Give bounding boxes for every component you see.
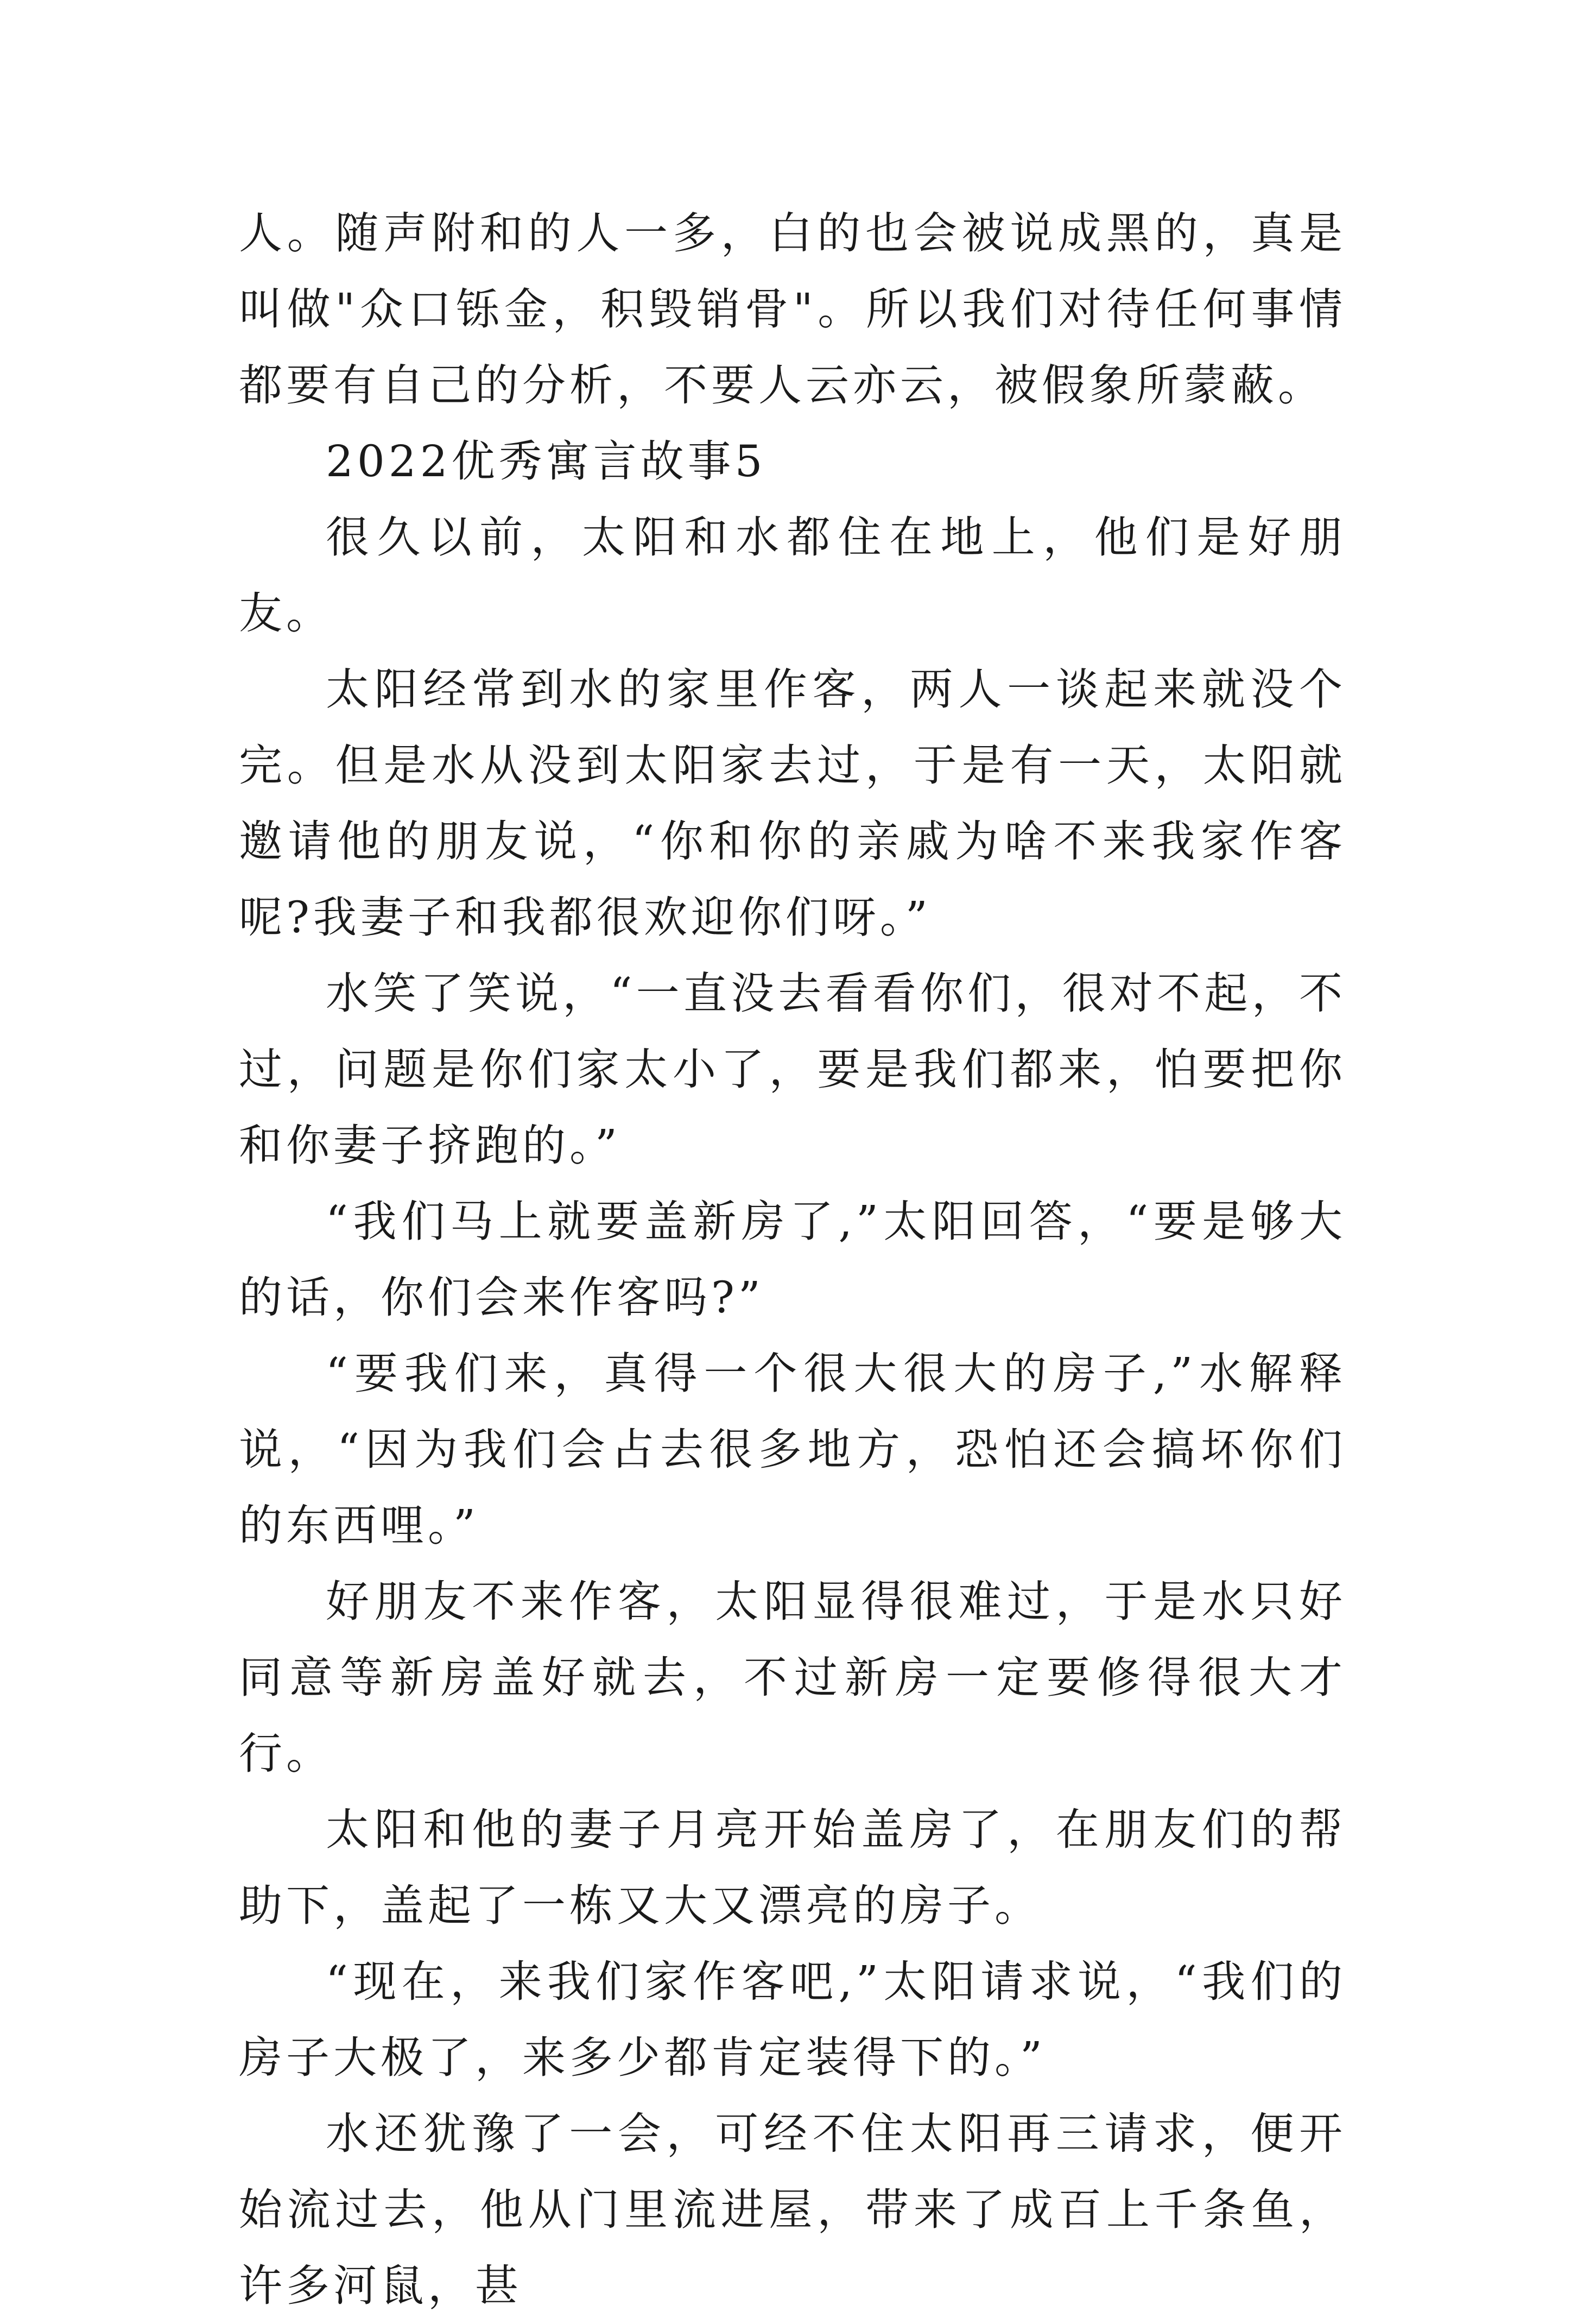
paragraph: 很久以前，太阳和水都住在地上，他们是好朋友。 — [239, 512, 1346, 639]
document-body — [239, 195, 1346, 2324]
paragraph-continuation: 人。随声附和的人一多，白的也会被说成黑的，真是叫做"众口铄金，积毁销骨"。所以我们对待任何事情都要有自己的分析，不要人云亦云，被假象所蒙蔽。 — [239, 208, 1346, 411]
paragraph: 太阳经常到水的家里作客，两人一谈起来就没个完。但是水从没到太阳家去过，于是有一天，太阳就邀请他的朋友说，“你和你的亲戚为啥不来我家作客呢?我妻子和我都很欢迎你们呀。” — [239, 664, 1346, 943]
paragraph: “我们马上就要盖新房了,”太阳回答，“要是够大的话，你们会来作客吗?” — [239, 1196, 1346, 1323]
paragraph: 水笑了笑说，“一直没去看看你们，很对不起，不过，问题是你们家太小了，要是我们都来，怕要把你和你妻子挤跑的。” — [239, 968, 1346, 1171]
paragraph: 水还犹豫了一会，可经不住太阳再三请求，便开始流过去，他从门里流进屋，带来了成百上千条鱼，许多河鼠，甚 — [239, 2108, 1346, 2311]
paragraph: “要我们来，真得一个很大很大的房子,”水解释说，“因为我们会占去很多地方，恐怕还会搞坏你们的东西哩。” — [239, 1348, 1346, 1551]
story-heading: 2022优秀寓言故事5 — [326, 436, 767, 487]
paragraph: 好朋友不来作客，太阳显得很难过，于是水只好同意等新房盖好就去，不过新房一定要修得很大才行。 — [239, 1576, 1346, 1779]
paragraph: “现在，来我们家作客吧,”太阳请求说，“我们的房子大极了，来多少都肯定装得下的。” — [239, 1956, 1346, 2083]
paragraph: 太阳和他的妻子月亮开始盖房了，在朋友们的帮助下，盖起了一栋又大又漂亮的房子。 — [239, 1804, 1346, 1931]
